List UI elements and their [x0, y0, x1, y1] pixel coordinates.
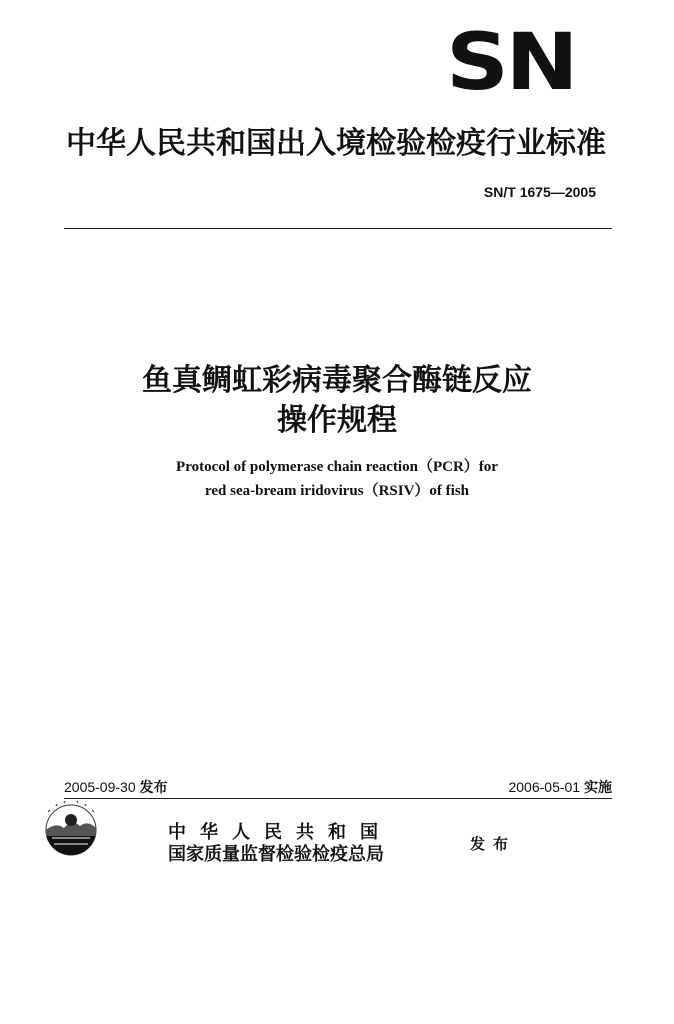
bottom-divider [64, 798, 612, 799]
effective-label: 实施 [584, 779, 612, 795]
title-cn-line2: 操作规程 [277, 403, 397, 438]
issuer-line2: 国家质量监督检验检疫总局 [168, 844, 384, 865]
effective-date-block [508, 777, 612, 797]
title-en-line1: Protocol of polymerase chain reaction（PCR）for [176, 459, 498, 475]
publish-label: 发布 [470, 835, 517, 853]
issue-label: 发布 [139, 779, 168, 795]
issue-date: 2005-09-30 [64, 779, 136, 795]
standard-number: SN/T 1675—2005 [483, 184, 596, 200]
issuer-block [168, 822, 392, 866]
title-cn-line1: 鱼真鲷虹彩病毒聚合酶链反应 [142, 363, 532, 398]
emblem-icon [42, 800, 100, 856]
sn-logo: SN [446, 18, 576, 108]
issuer-line1: 中华人民共和国 [168, 822, 392, 843]
title-en-line2: red sea-bream iridovirus（RSIV）of fish [204, 483, 470, 499]
effective-date: 2006-05-01 [508, 779, 581, 795]
issue-date-block [64, 777, 168, 797]
org-title: 中华人民共和国出入境检验检疫行业标准 [66, 126, 606, 161]
top-divider [64, 228, 612, 229]
